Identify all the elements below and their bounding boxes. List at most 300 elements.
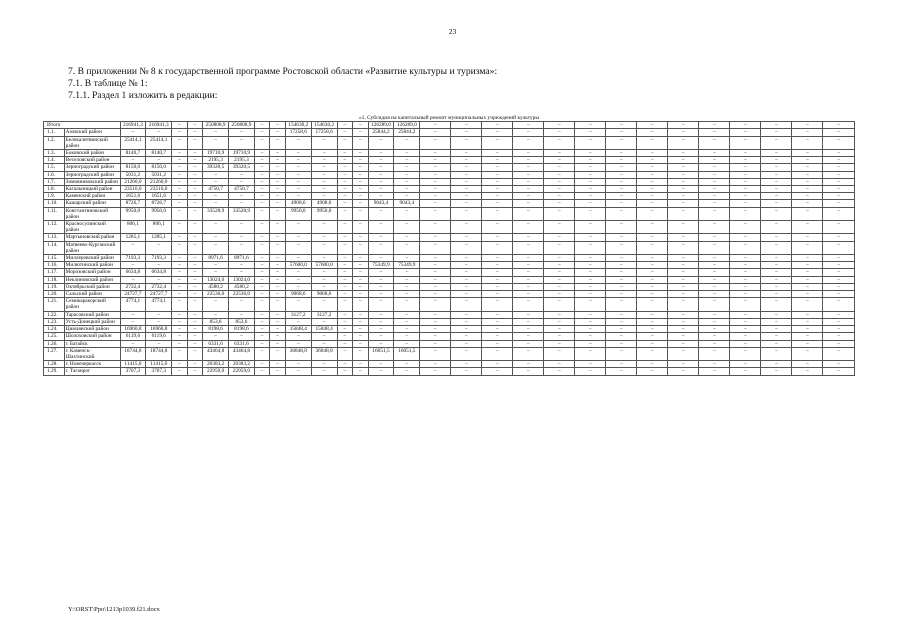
value-cell: – (229, 171, 255, 178)
value-cell: 25414,1 (120, 136, 146, 149)
value-cell: – (761, 283, 792, 290)
value-cell: – (730, 276, 761, 283)
value-cell: 8140,7 (146, 150, 172, 157)
value-cell: – (254, 157, 270, 164)
value-cell: – (761, 178, 792, 185)
value-cell: – (606, 234, 637, 241)
value-cell: – (513, 347, 544, 360)
value-cell: – (606, 333, 637, 340)
value-cell: – (482, 276, 513, 283)
municipality-name: Усть-Донецкий район (64, 318, 120, 325)
value-cell: – (368, 150, 394, 157)
value-cell: – (668, 298, 699, 311)
value-cell: – (730, 255, 761, 262)
value-cell: – (420, 207, 451, 220)
municipality-name: Миллеровский район (64, 255, 120, 262)
value-cell: 15848,4 (311, 326, 337, 333)
row-number: 1.14. (44, 241, 65, 254)
row-number: 1.16. (44, 262, 65, 269)
value-cell: 16051,5 (368, 347, 394, 360)
value-cell: – (394, 361, 420, 368)
value-cell: – (513, 311, 544, 318)
value-cell: – (823, 291, 855, 298)
table-row (44, 171, 855, 178)
value-cell: – (792, 186, 823, 193)
value-cell: – (420, 318, 451, 325)
value-cell: – (368, 318, 394, 325)
value-cell: – (606, 186, 637, 193)
value-cell: – (544, 340, 575, 347)
value-cell: – (482, 200, 513, 207)
municipality-name: г. Каменск-Шахтинский (64, 347, 120, 360)
value-cell: – (337, 262, 353, 269)
row-number: 1.2. (44, 136, 65, 149)
value-cell: – (513, 291, 544, 298)
value-cell: 2732,4 (146, 283, 172, 290)
value-cell: – (482, 368, 513, 375)
value-cell: – (482, 136, 513, 149)
value-cell: 16051,5 (394, 347, 420, 360)
value-cell: – (668, 326, 699, 333)
value-cell: – (254, 368, 270, 375)
value-cell: – (451, 200, 482, 207)
value-cell: – (420, 340, 451, 347)
value-cell: – (575, 122, 606, 129)
value-cell: – (353, 136, 369, 149)
municipality-name: Морозовский район (64, 269, 120, 276)
value-cell: – (513, 318, 544, 325)
value-cell: – (668, 333, 699, 340)
value-cell: 2195,3 (203, 157, 229, 164)
value-cell: – (203, 311, 229, 318)
value-cell: – (353, 311, 369, 318)
value-cell: – (823, 269, 855, 276)
value-cell: – (730, 221, 761, 234)
value-cell: – (668, 136, 699, 149)
table-row (44, 291, 855, 298)
value-cell: – (420, 326, 451, 333)
value-cell: – (311, 318, 337, 325)
value-cell: – (637, 347, 668, 360)
value-cell: – (699, 262, 730, 269)
value-cell: – (311, 136, 337, 149)
value-cell: – (513, 136, 544, 149)
value-cell: – (668, 291, 699, 298)
value-cell: – (353, 234, 369, 241)
value-cell: – (544, 361, 575, 368)
value-cell: – (285, 164, 311, 171)
value-cell: 24727,7 (146, 291, 172, 298)
value-cell: – (699, 283, 730, 290)
value-cell: – (254, 186, 270, 193)
value-cell: – (513, 164, 544, 171)
value-cell: – (394, 178, 420, 185)
value-cell: – (353, 291, 369, 298)
value-cell: – (120, 241, 146, 254)
row-number: Итого (44, 122, 121, 129)
value-cell: 13024,0 (229, 276, 255, 283)
value-cell: – (172, 221, 188, 234)
value-cell: – (270, 241, 286, 254)
value-cell: – (394, 241, 420, 254)
value-cell: – (172, 361, 188, 368)
value-cell: – (254, 178, 270, 185)
value-cell: – (575, 241, 606, 254)
value-cell: – (368, 207, 394, 220)
value-cell: – (254, 193, 270, 200)
value-cell: – (668, 283, 699, 290)
value-cell: – (792, 368, 823, 375)
value-cell: – (203, 333, 229, 340)
value-cell: – (482, 164, 513, 171)
value-cell: – (792, 200, 823, 207)
value-cell: 33528,9 (229, 207, 255, 220)
value-cell: – (285, 340, 311, 347)
value-cell: 1651,6 (120, 193, 146, 200)
value-cell: – (337, 291, 353, 298)
value-cell: – (270, 186, 286, 193)
row-number: 1.18. (44, 276, 65, 283)
value-cell: 9068,6 (285, 291, 311, 298)
value-cell: – (368, 269, 394, 276)
value-cell: 4750,7 (203, 186, 229, 193)
value-cell: 39320,5 (203, 164, 229, 171)
value-cell: – (285, 136, 311, 149)
value-cell: – (606, 207, 637, 220)
value-cell: – (761, 255, 792, 262)
value-cell: – (575, 255, 606, 262)
table-row (44, 164, 855, 171)
value-cell: – (451, 361, 482, 368)
value-cell: – (394, 311, 420, 318)
value-cell: – (668, 361, 699, 368)
value-cell: – (394, 283, 420, 290)
value-cell: – (368, 276, 394, 283)
value-cell: – (823, 193, 855, 200)
value-cell: – (120, 318, 146, 325)
value-cell: – (187, 318, 203, 325)
value-cell: – (270, 269, 286, 276)
value-cell: – (172, 276, 188, 283)
value-cell: 4908,6 (311, 200, 337, 207)
value-cell: – (668, 241, 699, 254)
value-cell: – (761, 164, 792, 171)
value-cell: – (229, 193, 255, 200)
value-cell: – (544, 298, 575, 311)
value-cell: – (451, 193, 482, 200)
value-cell: – (730, 311, 761, 318)
value-cell: – (823, 298, 855, 311)
value-cell: 9068,6 (311, 291, 337, 298)
value-cell: – (254, 200, 270, 207)
value-cell: – (637, 178, 668, 185)
value-cell: – (311, 178, 337, 185)
value-cell: – (823, 368, 855, 375)
value-cell: 7193,3 (146, 255, 172, 262)
table-row (44, 283, 855, 290)
value-cell: – (311, 241, 337, 254)
value-cell: 24727,7 (120, 291, 146, 298)
value-cell: 9950,0 (120, 207, 146, 220)
row-number: 1.21. (44, 298, 65, 311)
value-cell: – (270, 178, 286, 185)
value-cell: – (699, 311, 730, 318)
value-cell: – (146, 157, 172, 164)
value-cell: – (285, 276, 311, 283)
table-row (44, 318, 855, 325)
value-cell: – (761, 333, 792, 340)
value-cell: – (254, 122, 270, 129)
value-cell: – (668, 186, 699, 193)
value-cell: – (254, 276, 270, 283)
municipality-name: г. Новочеркасск (64, 361, 120, 368)
value-cell: – (172, 255, 188, 262)
value-cell: – (637, 200, 668, 207)
table-caption-row (44, 115, 855, 122)
value-cell: – (420, 368, 451, 375)
table-row (44, 311, 855, 318)
value-cell: – (606, 340, 637, 347)
value-cell: – (823, 186, 855, 193)
value-cell: – (823, 333, 855, 340)
value-cell: – (451, 276, 482, 283)
value-cell: – (637, 207, 668, 220)
value-cell: 4908,6 (285, 200, 311, 207)
value-cell: – (637, 193, 668, 200)
value-cell: – (668, 122, 699, 129)
value-cell: – (761, 193, 792, 200)
value-cell: – (368, 241, 394, 254)
table-row (44, 200, 855, 207)
municipality-name: Сальский район (64, 291, 120, 298)
value-cell: – (606, 283, 637, 290)
value-cell: 5031,2 (120, 171, 146, 178)
value-cell: – (761, 241, 792, 254)
value-cell: – (637, 157, 668, 164)
value-cell: – (761, 200, 792, 207)
value-cell: – (699, 193, 730, 200)
value-cell: – (254, 221, 270, 234)
value-cell: – (668, 318, 699, 325)
value-cell: – (420, 171, 451, 178)
value-cell: – (823, 136, 855, 149)
value-cell: – (730, 164, 761, 171)
value-cell: – (544, 178, 575, 185)
value-cell: – (311, 186, 337, 193)
value-cell: – (254, 269, 270, 276)
value-cell: – (544, 193, 575, 200)
value-cell: – (187, 150, 203, 157)
value-cell: 853,6 (229, 318, 255, 325)
value-cell: – (482, 340, 513, 347)
value-cell: – (451, 347, 482, 360)
value-cell: 1285,1 (120, 234, 146, 241)
value-cell: – (575, 269, 606, 276)
value-cell: – (146, 276, 172, 283)
value-cell: – (270, 157, 286, 164)
value-cell: – (823, 276, 855, 283)
value-cell: 250808,9 (203, 122, 229, 129)
value-cell: – (172, 333, 188, 340)
value-cell: – (668, 207, 699, 220)
value-cell: – (792, 221, 823, 234)
value-cell: – (482, 318, 513, 325)
value-cell: – (637, 255, 668, 262)
value-cell: – (451, 283, 482, 290)
value-cell: – (544, 276, 575, 283)
value-cell: – (792, 298, 823, 311)
value-cell: – (544, 269, 575, 276)
value-cell: – (420, 276, 451, 283)
value-cell: – (699, 171, 730, 178)
table-row (44, 122, 855, 129)
value-cell: – (353, 122, 369, 129)
value-cell: – (285, 193, 311, 200)
value-cell: – (120, 276, 146, 283)
value-cell: – (172, 178, 188, 185)
value-cell: – (337, 178, 353, 185)
value-cell: – (699, 318, 730, 325)
value-cell: – (311, 276, 337, 283)
value-cell: – (311, 255, 337, 262)
value-cell: – (337, 241, 353, 254)
intro-line: 7.1. В таблице № 1: (68, 78, 148, 89)
value-cell: 57600,0 (311, 262, 337, 269)
value-cell: – (761, 318, 792, 325)
value-cell: – (353, 171, 369, 178)
value-cell: – (420, 178, 451, 185)
value-cell: 3127,2 (285, 311, 311, 318)
value-cell: – (451, 269, 482, 276)
value-cell: – (699, 326, 730, 333)
value-cell: – (575, 368, 606, 375)
value-cell: – (513, 298, 544, 311)
value-cell: – (761, 136, 792, 149)
value-cell: 17258,6 (285, 129, 311, 136)
value-cell: – (482, 333, 513, 340)
value-cell: – (353, 298, 369, 311)
value-cell: – (311, 157, 337, 164)
value-cell: – (544, 333, 575, 340)
municipality-name: Белокалитвинский район (64, 136, 120, 149)
value-cell: – (270, 276, 286, 283)
value-cell: – (575, 221, 606, 234)
value-cell: – (823, 178, 855, 185)
value-cell: – (823, 234, 855, 241)
value-cell: – (254, 298, 270, 311)
value-cell: – (699, 122, 730, 129)
value-cell: – (730, 234, 761, 241)
value-cell: – (575, 178, 606, 185)
value-cell: – (229, 221, 255, 234)
value-cell: – (699, 164, 730, 171)
intro-line: 7.1.1. Раздел 1 изложить в редакции: (68, 90, 218, 101)
value-cell: 154630,2 (285, 122, 311, 129)
value-cell: – (823, 326, 855, 333)
value-cell: 853,6 (203, 318, 229, 325)
value-cell: – (337, 150, 353, 157)
value-cell: 4774,1 (120, 298, 146, 311)
table-row (44, 347, 855, 360)
table-row (44, 186, 855, 193)
value-cell: – (544, 122, 575, 129)
value-cell: – (311, 150, 337, 157)
value-cell: – (699, 269, 730, 276)
value-cell: – (637, 340, 668, 347)
municipality-name: Каменский район (64, 193, 120, 200)
value-cell: – (270, 291, 286, 298)
value-cell: – (544, 186, 575, 193)
value-cell: – (761, 221, 792, 234)
value-cell: – (337, 234, 353, 241)
value-cell: – (420, 361, 451, 368)
value-cell: – (575, 262, 606, 269)
value-cell: – (730, 122, 761, 129)
value-cell: 20383,2 (203, 361, 229, 368)
value-cell: – (482, 283, 513, 290)
value-cell: – (368, 326, 394, 333)
value-cell: – (637, 318, 668, 325)
municipality-name: Боковский район (64, 150, 120, 157)
value-cell: – (337, 186, 353, 193)
value-cell: – (544, 326, 575, 333)
value-cell: – (270, 311, 286, 318)
value-cell: – (337, 311, 353, 318)
table-row (44, 255, 855, 262)
value-cell: – (254, 255, 270, 262)
value-cell: – (172, 171, 188, 178)
value-cell: – (187, 347, 203, 360)
value-cell: 75349,9 (394, 262, 420, 269)
value-cell: – (172, 193, 188, 200)
value-cell: – (451, 136, 482, 149)
value-cell: – (368, 157, 394, 164)
value-cell: – (482, 171, 513, 178)
value-cell: – (229, 269, 255, 276)
value-cell: – (285, 368, 311, 375)
value-cell: – (606, 221, 637, 234)
value-cell: – (730, 241, 761, 254)
value-cell: – (420, 234, 451, 241)
value-cell: – (575, 207, 606, 220)
value-cell: – (451, 368, 482, 375)
value-cell: – (368, 221, 394, 234)
value-cell: – (229, 262, 255, 269)
value-cell: – (575, 361, 606, 368)
value-cell: – (730, 193, 761, 200)
value-cell: – (394, 276, 420, 283)
value-cell: – (254, 164, 270, 171)
value-cell: – (792, 347, 823, 360)
municipality-name: Зерноградский район (64, 164, 120, 171)
value-cell: 23516,0 (120, 186, 146, 193)
value-cell: – (482, 347, 513, 360)
row-number: 1.11. (44, 207, 65, 220)
value-cell: – (606, 298, 637, 311)
value-cell: – (668, 193, 699, 200)
value-cell: – (544, 291, 575, 298)
value-cell: – (394, 157, 420, 164)
value-cell: – (368, 283, 394, 290)
value-cell: – (544, 129, 575, 136)
value-cell: – (792, 318, 823, 325)
value-cell: – (544, 171, 575, 178)
value-cell: – (730, 207, 761, 220)
value-cell: – (792, 333, 823, 340)
value-cell: – (513, 276, 544, 283)
row-number: 1.5. (44, 164, 65, 171)
table-row (44, 361, 855, 368)
